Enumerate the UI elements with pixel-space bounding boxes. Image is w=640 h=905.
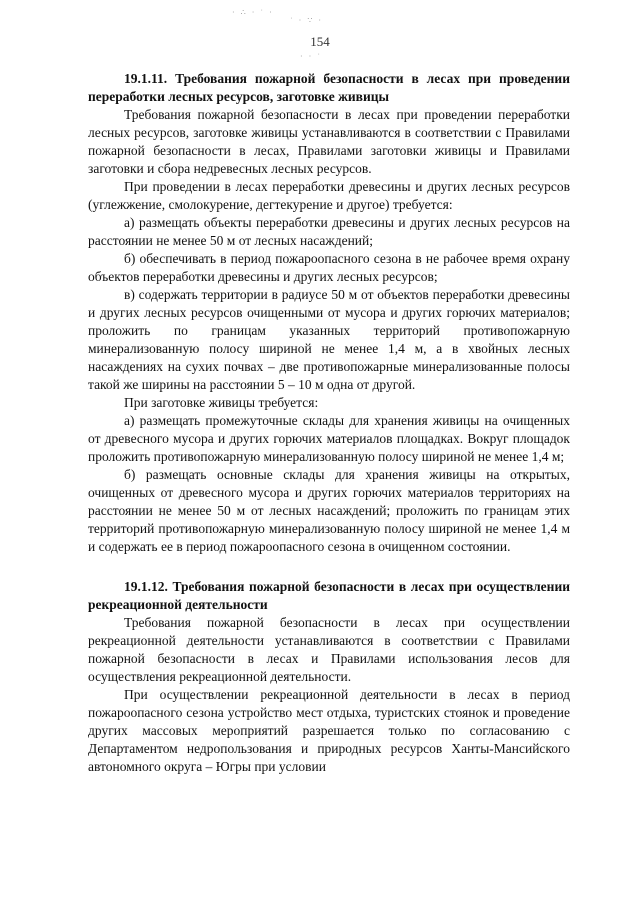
page-number: 154: [310, 34, 330, 49]
paragraph: Требования пожарной безопасности в лесах при осуществлении рекреационной деятельности устанавливаются в соответствии с Правилами пожарной безопасности в лесах и Правилами использования лесов для осуществления рекреационной деятельности.: [88, 615, 570, 684]
list-item: б) размещать основные склады для хранения живицы на открытых, очищенных от древесного мусора и других горючих материалов территориях на расстоянии не менее 50 м от лесных насаждений; проложить по границам этих территорий противопожарную минерализованную полосу шириной не менее 1,4 м и содержать ее в период пожароопасного сезона в очищенном состоянии.: [88, 467, 570, 554]
section-heading: 19.1.12. Требования пожарной безопасности в лесах при осуществлении рекреационной деятельности: [88, 579, 570, 612]
paragraph: При заготовке живицы требуется:: [124, 395, 319, 410]
document-body: [88, 70, 570, 776]
list-item: а) размещать объекты переработки древесины и других лесных ресурсов на расстоянии не менее 50 м от лесных насаждений;: [88, 215, 570, 248]
paragraph: При проведении в лесах переработки древесины и других лесных ресурсов (углежжение, смолокурение, дегтекурение и другое) требуется:: [88, 179, 570, 212]
section-gap: [88, 556, 570, 578]
list-item: а) размещать промежуточные склады для хранения живицы на очищенных от древесного мусора и других горючих материалов площадках. Вокруг площадок проложить противопожарную минерализованную полосу шириной не менее 1,4 м;: [88, 413, 570, 464]
scan-noise-left: · ∴ · ˙ ·: [232, 8, 274, 17]
section-19-1-11: [88, 70, 570, 556]
scan-noise-under: · · ˙: [300, 52, 322, 61]
scan-noise-right: ˙ · ∵ ·: [290, 16, 324, 25]
section-heading: 19.1.11. Требования пожарной безопасности в лесах при проведении переработки лесных ресурсов, заготовке живицы: [88, 71, 570, 104]
list-item: б) обеспечивать в период пожароопасного сезона в не рабочее время охрану объектов переработки древесины и других лесных ресурсов;: [88, 251, 570, 284]
paragraph: При осуществлении рекреационной деятельности в лесах в период пожароопасного сезона устройство мест отдыха, туристских стоянок и проведение других массовых мероприятий разрешается только по согласованию с Департаментом недропользования и природных ресурсов Ханты-Мансийского автономного округа – Югры при условии: [88, 687, 570, 774]
section-19-1-12: [88, 578, 570, 776]
list-item: в) содержать территории в радиусе 50 м от объектов переработки древесины и других лесных ресурсов очищенными от мусора и других горючих материалов; проложить по границам указанных территорий противопожарную минерализованную полосу шириной не менее 1,4 м, а в хвойных лесных насаждениях на сухих почвах – две противопожарные минерализованные полосы такой же ширины на расстоянии 5 – 10 м одна от другой.: [88, 287, 570, 392]
paragraph: Требования пожарной безопасности в лесах при проведении переработки лесных ресурсов, заготовке живицы устанавливаются в соответствии с Правилами пожарной безопасности в лесах, Правилами заготовки живицы и Правилами заготовки и сбора недревесных лесных ресурсов.: [88, 107, 570, 176]
